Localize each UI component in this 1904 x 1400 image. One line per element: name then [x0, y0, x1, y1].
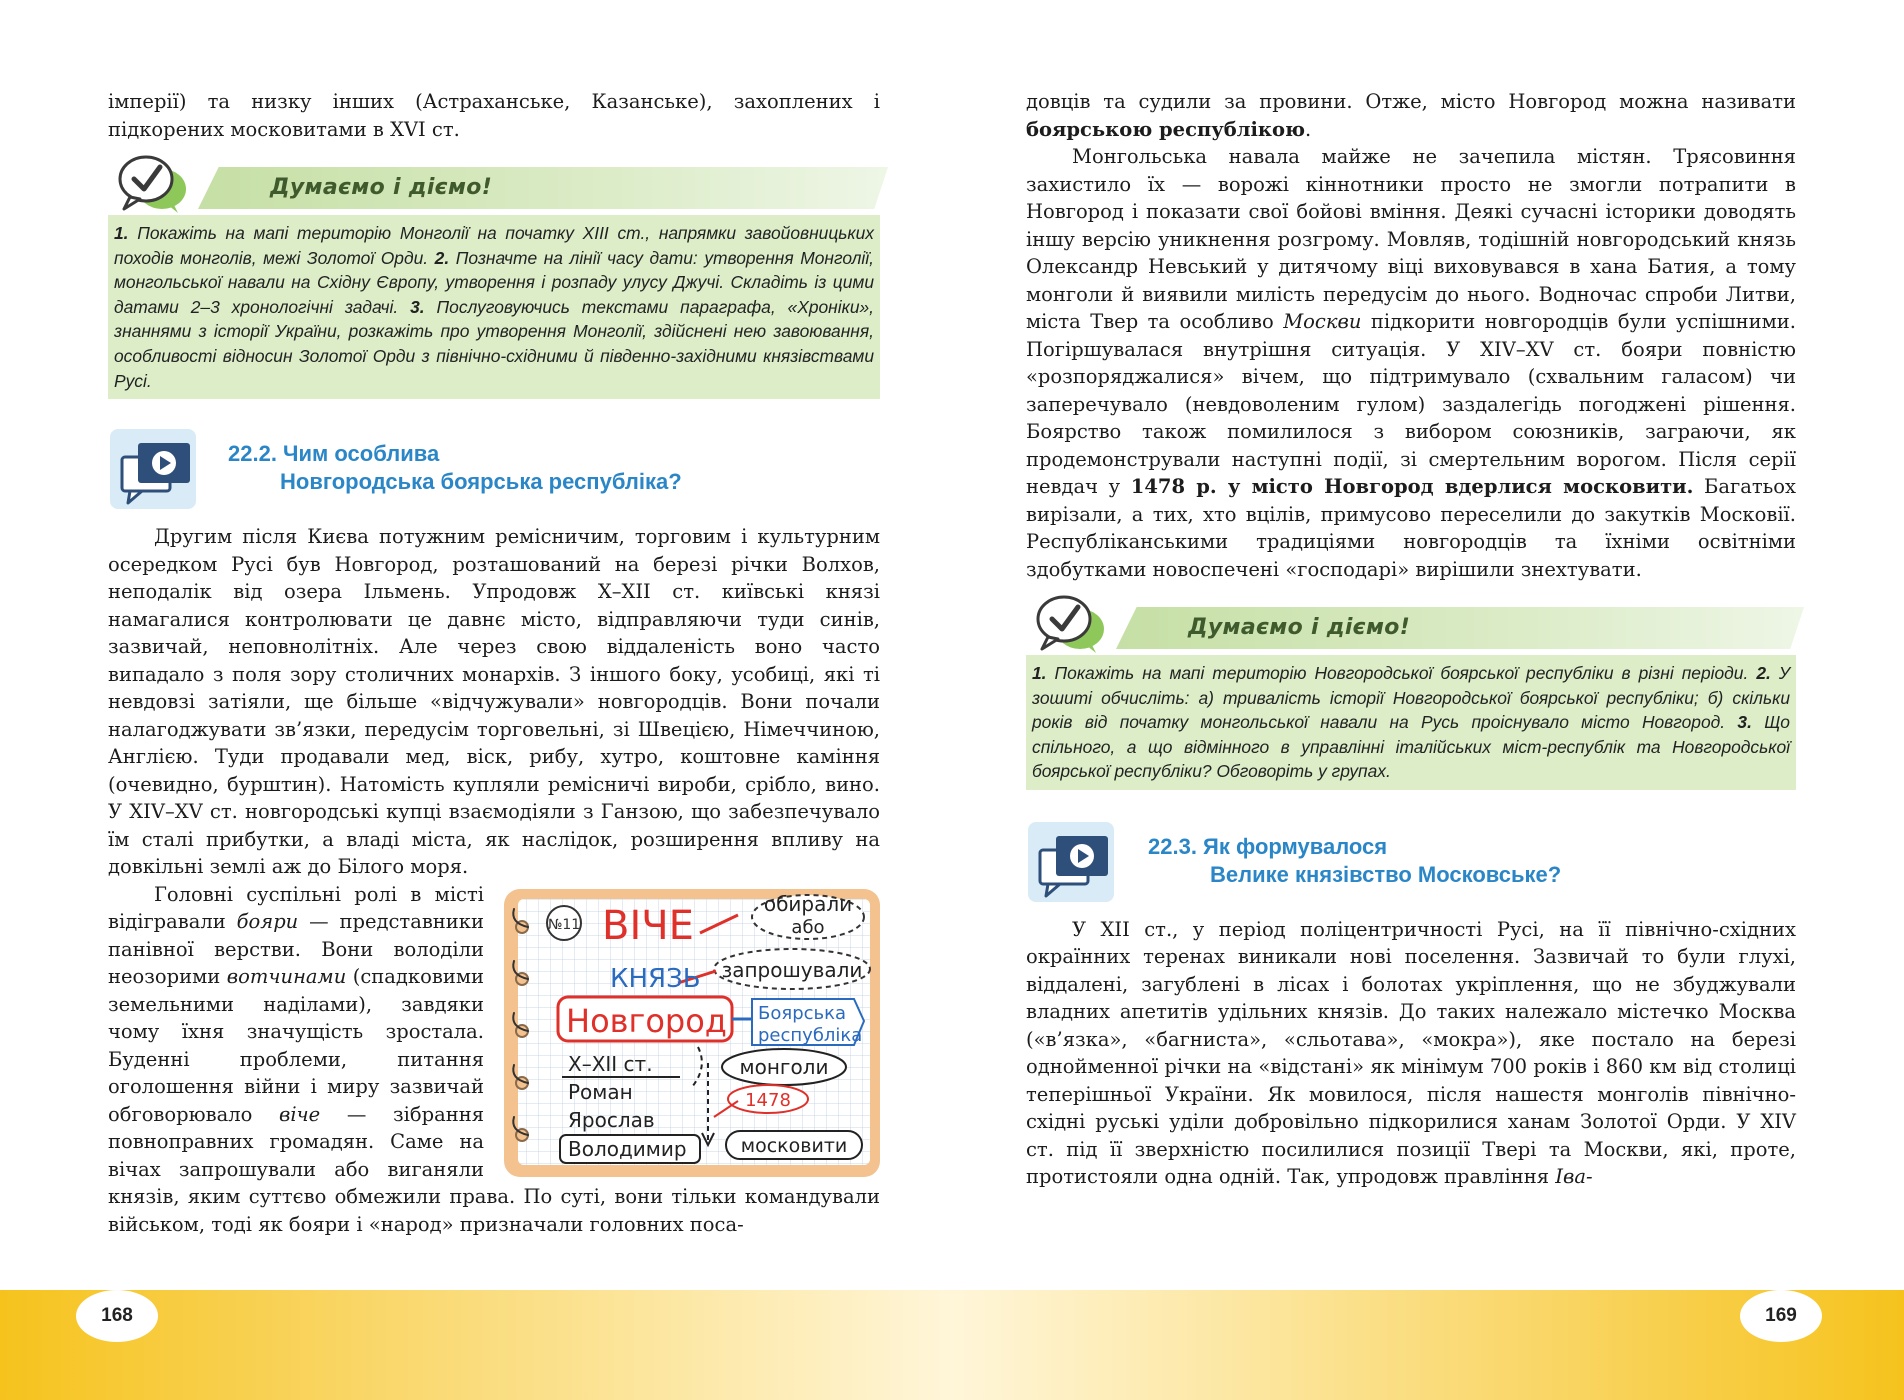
check-bubble-icon: [112, 153, 192, 215]
section-title-line2: Велике князівство Московське?: [1210, 861, 1562, 887]
section-title-line1: 22.3. Як формувалося: [1148, 833, 1388, 859]
illus-novgorod: Новгород: [566, 1001, 727, 1040]
think-box-header: [108, 153, 880, 215]
illus-period: X–XII ст.: [568, 1051, 653, 1076]
illus-veche: ВІЧЕ: [602, 902, 694, 949]
illustration-notebook: [502, 887, 882, 1179]
left-page: [108, 0, 880, 1290]
notebook-sketch: [502, 887, 882, 1179]
right-page: [1026, 0, 1796, 1290]
illus-prince: КНЯЗЬ: [610, 963, 701, 994]
video-screen-icon: [1026, 820, 1116, 906]
section-title-line2: Новгородська боярська республіка?: [280, 469, 682, 495]
think-box-text: 1. Покажіть на мапі територію Новгородської боярської республіки в різні періоди. 2. У зошиті обчисліть: а) тривалість історії Новгородської боярської республіки; б) скільки років від початку монгольської навали на Русь проіснувало місто Новгород. 3. Що спільного, а що відмінного в управлінні італійських міст-республік та Новгородської боярської республіки? Обговоріть у групах.: [1026, 655, 1796, 790]
section-heading: [1026, 820, 1796, 916]
video-screen-icon: [108, 427, 198, 513]
paragraph: Монгольська навала майже не зачепила містян. Трясовиння захистило їх — ворожі кіннотники просто не змогли потрапити в Новгород і показати свої бойові вміння. Деякі сучасні історики доводять іншу версію уникнення розгрому. Мовляв, тодішній новгородський князь Олександр Невський у дитячому віці виховувався в хана Батия, а тому монголи й виявили милість передусім до нього. Водночас спроби Литви, міста Твер та особливо Москви підкорити новгородців були успішними. Погіршувалася внутрішня ситуація. У XIV–XV ст. бояри повністю «розпоряджалися» вічем, що підтримувало (схвальним галасом) чи заперечувало (невдоволеним гулом) заздалегідь погоджені рішення. Боярство також помилилося з вибором союзників, заграючи, як продемонстрували наступні події, зі смертельним ворогом. Після серії невдач у 1478 р. у місто Новгород вдерлися московити. Багатьох вирізали, а тих, хто вцілів, примусово переселили до закутків Московії. Республіканськими традиціями новгородців та їхніми освітніми здобутками новоспечені «господарі» вирішили знехтувати.: [1026, 145, 1797, 581]
think-and-do-box: [108, 153, 880, 399]
think-box-title: Думаємо і діємо!: [270, 175, 493, 200]
footer-band: [0, 1290, 1904, 1400]
paragraph: У XII ст., у період поліцентричності Русі, на її північно-східних окраїнних теренах виникали нові поселення. Зазвичай то були глухі, віддалені, загублені в лісах і болотах укріплення, що не збуджували владних апетитів удільних князів. До таких належало містечко Москва («в’язка», «багниста», «сльотава», «мокра»), яке постало на березі однойменної річки на «відстані» як мінімум 700 років і 860 км від столиці теперішньої України. Як мовилося, після нашестя монголів північно-східні руські уділи добровільно підкорилися ханам Золотої Орди. У XIV ст. під її зверхністю посилилися позиції Твері та Москви, які, проте, протистояли одна одній. Так, упродовж правління Іва-: [1026, 917, 1796, 1189]
think-box-text: 1. Покажіть на мапі територію Монголії на початку XIII ст., напрямки завойовницьких походів монголів, межі Золотої Орди. 2. Позначте на лінії часу дати: утворення Монголії, монгольської навали на Східну Європу, утворення і розпаду улусу Джучі. Складіть із цими датами 2–3 хронологічні задачі. 3. Послуговуючись текстами параграфа, «Хроніки», знаннями з історії України, розкажіть про утворення Монголії, здійснені нею завоювання, особливості відносин Золотої Орди з північно-східними й південно-західними князівствами Русі.: [108, 215, 880, 399]
check-bubble-icon: [1030, 593, 1110, 655]
illus-volodymyr: Володимир: [568, 1136, 687, 1161]
illus-invited: запрошували: [721, 957, 863, 982]
illus-roman: Роман: [568, 1079, 633, 1104]
section-heading: [108, 427, 880, 523]
illus-badge: №11: [547, 916, 581, 933]
paragraph: імперії) та низку інших (Астраханське, Казанське), захоплених і підкорених московитами в XVI ст.: [108, 90, 880, 141]
section-title-line1: 22.2. Чим особлива: [228, 441, 440, 467]
page-number-left: 168: [76, 1290, 158, 1342]
illus-boyar2: республіка: [758, 1024, 863, 1046]
paragraph: довців та судили за провини. Отже, місто Новгород можна називати боярською республікою.: [1026, 90, 1796, 141]
think-box-header: [1026, 593, 1796, 655]
illus-muscovites: московити: [740, 1134, 848, 1157]
illus-year: 1478: [745, 1089, 791, 1111]
illus-mongols: монголи: [739, 1054, 829, 1079]
paragraph: Головні суспільні ролі в місті відігравали бояри — представники панівної верстви. Вони володіли неозорими вотчинами (спадковими земельними наділами), завдяки чому їхня значущість зростала. Буденні проблеми, питання оголошення війни і миру зазвичай обговорювало віче — зібрання повноправних громадян. Саме на вічах запрошували або виганяли князів, яким суттєво обмежили права. По суті, вони тільки командували військом, тоді як бояри і «народ» призначали головних поса-: [108, 882, 880, 1236]
illus-or: або: [791, 916, 825, 938]
illus-boyar1: Боярська: [758, 1002, 847, 1024]
illus-yaroslav: Ярослав: [568, 1107, 655, 1132]
think-and-do-box: [1026, 593, 1796, 790]
paragraph: Другим після Києва потужним ремісничим, торговим і культурним осередком Русі був Новгород, розташований на березі річки Волхов, неподалік від озера Ільмень. Упродовж X–XII ст. київські князі намагалися контролювати це давнє місто, відправляючи туди синів, зазвичай, неповнолітніх. Але через свою віддаленість воно часто випадало з поля зору столичних монархів. З іншого боку, усобиці, які ті невдовзі затіяли, ще більше «відчужували» новгородців. Вони почали налагоджувати зв’язки, передусім торговельні, зі Швецією, Німеччиною, Англією. Туди продавали мед, віск, рибу, хутро, коштовне каміння (очевидно, бурштин). Натомість купляли ремісничі вироби, срібло, вино. У XIV–XV ст. новгородські купці взаємодіяли з Ганзою, що забезпечувало їм сталі прибутки, а владі міста, як наслідок, розширення впливу на довкільні землі аж до Білого моря.: [108, 525, 880, 879]
think-box-title: Думаємо і діємо!: [1188, 615, 1411, 640]
illus-elected: обирали: [763, 891, 853, 916]
page-number-right: 169: [1740, 1290, 1822, 1342]
